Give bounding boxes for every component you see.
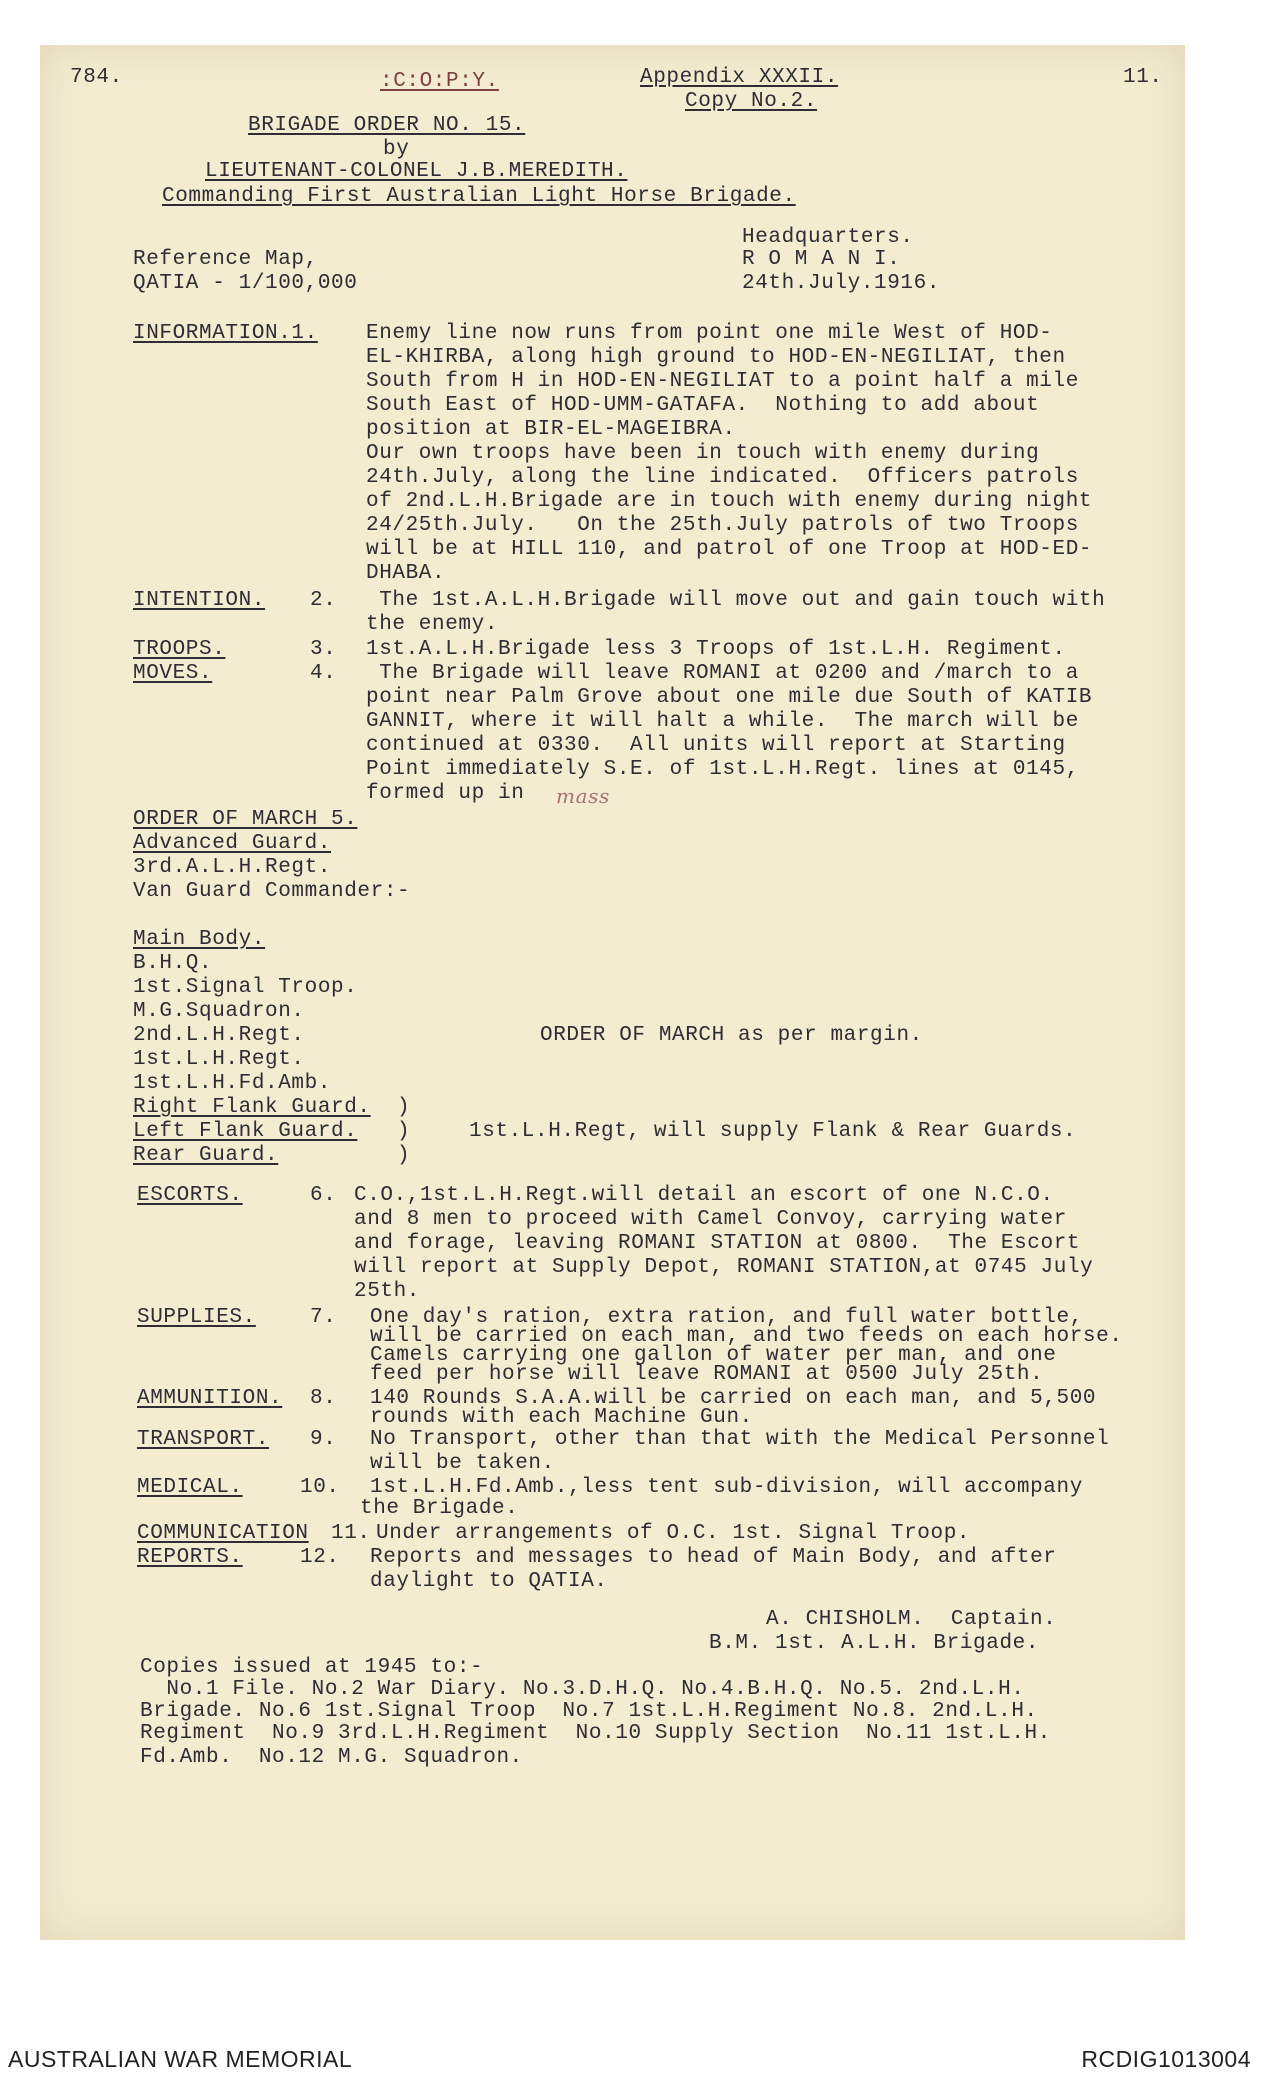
communication-number: 11. [331,1522,371,1545]
information-line: of 2nd.L.H.Brigade are in touch with enemy during night [366,490,1093,513]
escorts-heading: ESCORTS. [137,1184,243,1207]
handwritten-annotation: mass [556,784,610,808]
appendix-label: Appendix XXXII. [640,66,839,89]
rear-guard: Rear Guard. [133,1144,279,1167]
ammunition-heading: AMMUNITION. [137,1387,283,1410]
page-number-right: 11. [1123,66,1163,89]
footer-archive-name: AUSTRALIAN WAR MEMORIAL [8,2046,353,2072]
moves-number: 4. [310,662,337,685]
page-number: 784. [70,66,123,89]
supplies-line: will be carried on each man, and two feeds on each horse. [370,1325,1123,1348]
intention-heading: INTENTION. [133,589,266,612]
footer-record-id: RCDIG1013004 [1081,2046,1251,2072]
left-flank-guard: Left Flank Guard. [133,1120,358,1143]
copy-mark: :C:O:P:Y. [380,70,499,93]
moves-line: point near Palm Grove about one mile due South of KATIB [366,686,1093,709]
main-body-unit: M.G.Squadron. [133,1000,305,1023]
van-guard-commander: Van Guard Commander:- [133,880,411,903]
reference-map-name: QATIA - 1/100,000 [133,272,358,295]
supplies-line: One day's ration, extra ration, and full water bottle, [370,1306,1083,1329]
order-of-march-note: ORDER OF MARCH as per margin. [540,1024,923,1047]
medical-line: 1st.L.H.Fd.Amb.,less tent sub-division, will accompany [370,1476,1083,1499]
commander-name: LIEUTENANT-COLONEL J.B.MEREDITH. [205,160,628,183]
transport-line: No Transport, other than that with the Medical Personnel [370,1428,1110,1451]
information-line: Enemy line now runs from point one mile West of HOD- [366,322,1053,345]
order-by: by [383,138,410,161]
escorts-line: and forage, leaving ROMANI STATION at 0800. The Escort [354,1232,1081,1255]
intention-line: the enemy. [366,613,499,636]
commanding-line: Commanding First Australian Light Horse Brigade. [162,185,796,208]
moves-line: formed up in [366,782,525,805]
bracket: ) [397,1144,411,1167]
main-body-unit: B.H.Q. [133,952,213,975]
information-heading: INFORMATION.1. [133,322,318,345]
supplies-heading: SUPPLIES. [137,1306,256,1329]
distribution-line: No.1 File. No.2 War Diary. No.3.D.H.Q. No.4.B.H.Q. No.5. 2nd.L.H. [140,1678,1025,1701]
medical-heading: MEDICAL. [137,1476,243,1499]
troops-heading: TROOPS. [133,638,226,661]
main-body-label: Main Body. [133,928,266,951]
supplies-line: Camels carrying one gallon of water per man, and one [370,1344,1057,1367]
order-date: 24th.July.1916. [742,272,941,295]
reports-line: Reports and messages to head of Main Body, and after [370,1546,1057,1569]
distribution-line: Brigade. No.6 1st.Signal Troop No.7 1st.L.H.Regiment No.8. 2nd.L.H. [140,1700,1038,1723]
order-of-march-heading: ORDER OF MARCH 5. [133,808,358,831]
headquarters-place: R O M A N I. [742,248,901,271]
communication-line: Under arrangements of O.C. 1st. Signal Troop. [376,1522,971,1545]
order-title: BRIGADE ORDER NO. 15. [248,114,526,137]
advanced-guard-unit: 3rd.A.L.H.Regt. [133,856,332,879]
transport-heading: TRANSPORT. [137,1428,270,1451]
escorts-line: 25th. [354,1280,421,1303]
main-body-unit: 1st.L.H.Fd.Amb. [133,1072,332,1095]
communication-heading: COMMUNICATION [137,1522,309,1545]
information-line: 24th.July, along the line indicated. Officers patrols [366,466,1079,489]
ammunition-line: 140 Rounds S.A.A.will be carried on each man, and 5,500 [370,1387,1097,1410]
information-line: position at BIR-EL-MAGEIBRA. [366,418,736,441]
main-body-unit: 1st.Signal Troop. [133,976,358,999]
transport-number: 9. [310,1428,337,1451]
medical-line: the Brigade. [360,1497,519,1520]
information-line: South East of HOD-UMM-GATAFA. Nothing to add about [366,394,1040,417]
flank-guard-note: 1st.L.H.Regt, will supply Flank & Rear Guards. [469,1120,1077,1143]
supplies-number: 7. [310,1306,337,1329]
moves-line: The Brigade will leave ROMANI at 0200 and /march to a [366,662,1079,685]
moves-line: continued at 0330. All units will report at Starting [366,734,1066,757]
signature-title: B.M. 1st. A.L.H. Brigade. [709,1632,1040,1655]
headquarters-label: Headquarters. [742,226,914,249]
moves-line: GANNIT, where it will halt a while. The march will be [366,710,1079,733]
bracket: ) [397,1096,411,1119]
escorts-line: will report at Supply Depot, ROMANI STATION,at 0745 July [354,1256,1094,1279]
reference-map-label: Reference Map, [133,248,318,271]
escorts-number: 6. [310,1184,337,1207]
main-body-unit: 1st.L.H.Regt. [133,1048,305,1071]
signature-name: A. CHISHOLM. Captain. [766,1608,1057,1631]
information-line: 24/25th.July. On the 25th.July patrols of two Troops [366,514,1079,537]
escorts-line: and 8 men to proceed with Camel Convoy, carrying water [354,1208,1067,1231]
distribution-heading: Copies issued at 1945 to:- [140,1656,484,1679]
reports-line: daylight to QATIA. [370,1570,608,1593]
advanced-guard-label: Advanced Guard. [133,832,332,855]
troops-number: 3. [310,638,337,661]
information-line: EL-KHIRBA, along high ground to HOD-EN-NEGILIAT, then [366,346,1066,369]
escorts-line: C.O.,1st.L.H.Regt.will detail an escort of one N.C.O. [354,1184,1054,1207]
bracket: ) [397,1120,411,1143]
supplies-line: feed per horse will leave ROMANI at 0500 July 25th. [370,1363,1044,1386]
copy-number: Copy No.2. [685,90,818,113]
information-line: DHABA. [366,562,446,585]
troops-line: 1st.A.L.H.Brigade less 3 Troops of 1st.L.H. Regiment. [366,638,1066,661]
reports-number: 12. [300,1546,340,1569]
right-flank-guard: Right Flank Guard. [133,1096,371,1119]
transport-line: will be taken. [370,1452,555,1475]
intention-number: 2. [310,589,337,612]
distribution-line: Regiment No.9 3rd.L.H.Regiment No.10 Supply Section No.11 1st.L.H. [140,1722,1051,1745]
ammunition-line: rounds with each Machine Gun. [370,1406,753,1429]
ammunition-number: 8. [310,1387,337,1410]
main-body-unit: 2nd.L.H.Regt. [133,1024,305,1047]
moves-heading: MOVES. [133,662,213,685]
intention-line: The 1st.A.L.H.Brigade will move out and gain touch with [366,589,1106,612]
distribution-line: Fd.Amb. No.12 M.G. Squadron. [140,1746,523,1769]
information-line: will be at HILL 110, and patrol of one Troop at HOD-ED- [366,538,1093,561]
medical-number: 10. [300,1476,340,1499]
moves-line: Point immediately S.E. of 1st.L.H.Regt. lines at 0145, [366,758,1079,781]
information-line: Our own troops have been in touch with enemy during [366,442,1040,465]
information-line: South from H in HOD-EN-NEGILIAT to a point half a mile [366,370,1079,393]
reports-heading: REPORTS. [137,1546,243,1569]
